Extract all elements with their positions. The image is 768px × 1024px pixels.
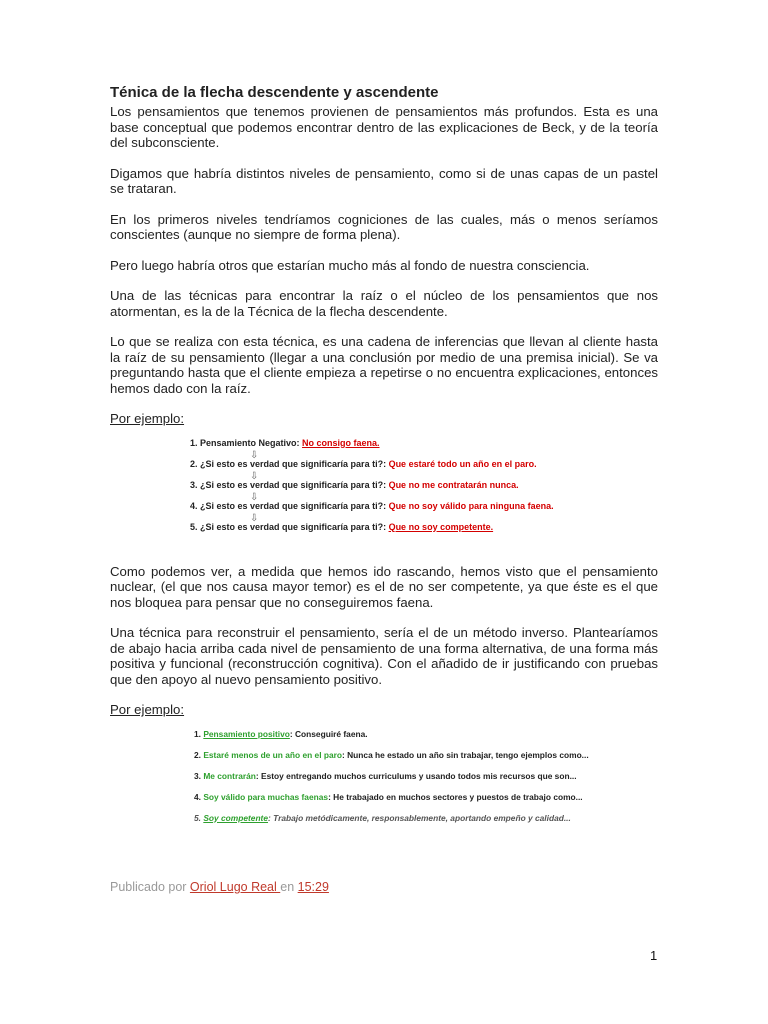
figure-row — [190, 521, 658, 542]
at-label: en — [280, 880, 298, 894]
figure-row — [190, 458, 658, 482]
document-body — [110, 84, 658, 833]
row-answer: Que no soy competente. — [388, 521, 494, 532]
row-answer: Que no soy válido para ninguna faena. — [388, 500, 554, 511]
row-prefix: 4. ¿Si esto es verdad que significaría para ti?: — [190, 500, 389, 511]
row-number: 4. — [194, 791, 204, 802]
post-footer — [110, 880, 329, 894]
ascending-reconstruction-figure — [194, 728, 658, 833]
paragraph: Pero luego habría otros que estarían mucho más al fondo de nuestra consciencia. — [110, 257, 590, 273]
document-title: Ténica de la flecha descendente y ascendente — [110, 84, 439, 101]
down-arrow-icon: ⇩ — [250, 449, 259, 461]
published-by-label: Publicado por — [110, 880, 190, 894]
row-label: Pensamiento positivo — [203, 728, 290, 739]
row-text: : Nunca he estado un año sin trabajar, tengo ejemplos como... — [342, 749, 589, 760]
figure-row — [194, 749, 658, 770]
figure-row — [194, 728, 658, 749]
paragraph: En los primeros niveles tendríamos cogniciones de las cuales, más o menos seríamos conscientes (aunque no siempre de forma plena). — [110, 211, 658, 242]
row-label: Soy válido para muchas faenas — [203, 791, 329, 802]
example-label: Por ejemplo: — [110, 411, 185, 426]
figure-row — [194, 791, 658, 812]
down-arrow-icon: ⇩ — [250, 470, 259, 482]
figure-row — [194, 812, 658, 833]
figure-row — [190, 479, 658, 503]
row-answer: Que no me contratarán nunca. — [388, 479, 519, 490]
row-label: Soy competente — [203, 812, 269, 823]
row-answer: Que estaré todo un año en el paro. — [388, 458, 537, 469]
paragraph: Como podemos ver, a medida que hemos ido rascando, hemos visto que el pensamiento nuclear, (el que nos causa mayor temor) es el de no ser competente, ya que éste es el que nos bloquea para pensar que no conseguiremos faena. — [110, 563, 658, 610]
paragraph: Los pensamientos que tenemos provienen de pensamientos más profundos. Esta es una base conceptual que podemos encontrar dentro de las explicaciones de Beck, y de la teoría del subconsciente. — [110, 104, 658, 150]
row-number: 5. — [194, 812, 204, 823]
paragraph: Una de las técnicas para encontrar la raíz o el núcleo de los pensamientos que nos atormentan, es la de la Técnica de la flecha descendente. — [110, 288, 658, 319]
figure-row — [194, 770, 658, 791]
row-answer: No consigo faena. — [302, 437, 380, 448]
author-link[interactable]: Oriol Lugo Real — [189, 880, 281, 894]
row-label: Me contrarán — [203, 770, 256, 781]
page-number: 1 — [650, 948, 658, 963]
row-text: : Estoy entregando muchos curriculums y usando todos mis recursos que son... — [255, 770, 577, 781]
row-text: : He trabajado en muchos sectores y puestos de trabajo como... — [328, 791, 583, 802]
figure-row — [190, 437, 658, 461]
row-number: 1. — [194, 728, 204, 739]
paragraph: Una técnica para reconstruir el pensamiento, sería el de un método inverso. Plantearíamos de abajo hacia arriba cada nivel de pensamiento de una forma alternativa, de una forma más positiva y funcional (reconstrucción cognitiva). Con el añadido de ir justificando con pruebas que den apoyo al nuevo pensamiento positivo. — [110, 625, 658, 687]
row-prefix: 3. ¿Si esto es verdad que significaría para ti?: — [190, 479, 389, 490]
row-text: : Trabajo metódicamente, responsablemente, aportando empeño y calidad... — [268, 812, 571, 823]
paragraph: Lo que se realiza con esta técnica, es una cadena de inferencias que llevan al cliente hasta la raíz de su pensamiento (llegar a una conclusión por medio de una premisa inicial). Se va preguntando hasta que el cliente empieza a repetirse o no encuentra explicaciones, entonces hemos dado con la raíz. — [110, 334, 658, 396]
row-text: : Conseguiré faena. — [289, 728, 368, 739]
down-arrow-icon: ⇩ — [250, 512, 259, 524]
example-label: Por ejemplo: — [110, 702, 185, 717]
time-link[interactable]: 15:29 — [297, 880, 329, 894]
descending-arrow-figure — [190, 437, 658, 542]
row-label: Estaré menos de un año en el paro — [203, 749, 343, 760]
row-prefix: 5. ¿Si esto es verdad que significaría para ti?: — [190, 521, 389, 532]
down-arrow-icon: ⇩ — [250, 491, 259, 503]
paragraph: Digamos que habría distintos niveles de pensamiento, como si de unas capas de un pastel se trataran. — [110, 165, 658, 196]
figure-row — [190, 500, 658, 524]
row-number: 3. — [194, 770, 204, 781]
row-prefix: 2. ¿Si esto es verdad que significaría para ti?: — [190, 458, 389, 469]
row-prefix: 1. Pensamiento Negativo: — [190, 437, 303, 448]
row-number: 2. — [194, 749, 204, 760]
